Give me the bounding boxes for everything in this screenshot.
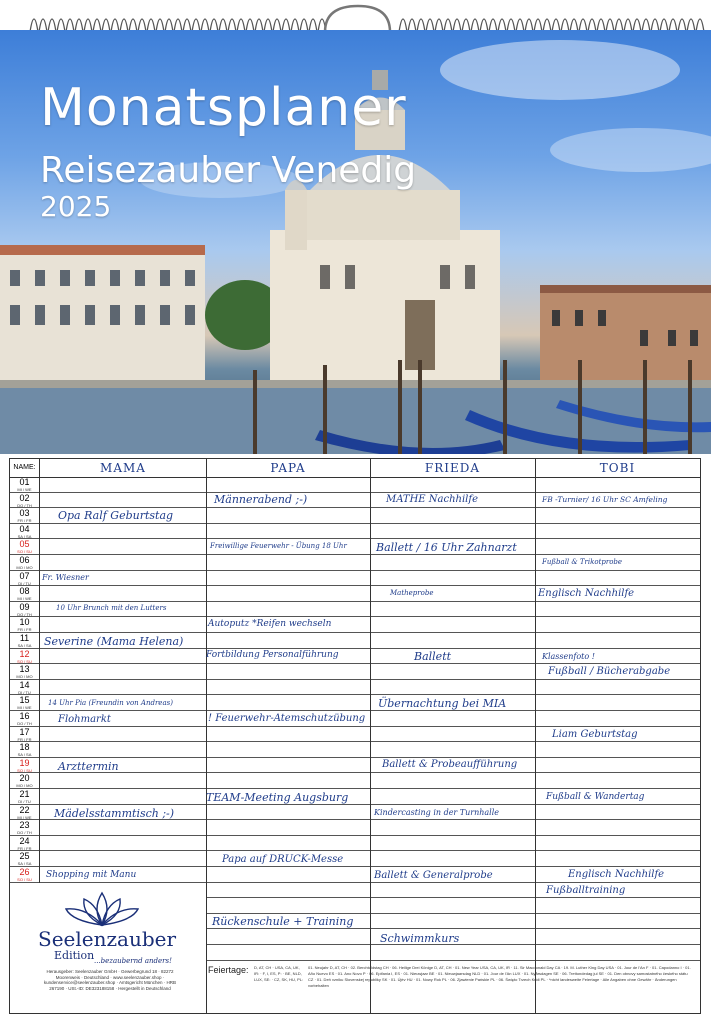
brand-name: Seelenzauber	[38, 927, 177, 951]
day-cell	[10, 539, 40, 555]
day-of-week: MI / WE	[17, 814, 32, 820]
day-row	[10, 820, 700, 836]
entry-frieda-15: Übernachtung bei MIA	[378, 697, 507, 710]
day-number: 22	[19, 804, 30, 815]
day-number: 18	[19, 742, 30, 753]
day-cell	[10, 805, 40, 821]
entry-mama-11: Severine (Mama Helena)	[44, 635, 184, 648]
day-number: 21	[19, 789, 30, 799]
entry-mama-07: Fr. Wiesner	[42, 573, 89, 582]
day-cell	[10, 711, 40, 727]
entry-mama-16: Flohmarkt	[58, 714, 111, 725]
day-number: 10	[19, 617, 30, 628]
day-row	[10, 773, 700, 789]
entry-mama-26: Shopping mit Manu	[46, 870, 137, 880]
day-cell	[10, 664, 40, 680]
name-label: NAME:	[10, 459, 40, 477]
day-cell	[10, 571, 40, 587]
day-row	[10, 851, 700, 867]
entry-frieda-02: MATHE Nachhilfe	[386, 494, 478, 505]
spiral-binding	[0, 0, 711, 34]
day-number: 06	[19, 555, 30, 565]
day-row	[10, 539, 700, 555]
entry-tobi-02: FB -Turnier/ 16 Uhr SC Amfeling	[542, 495, 668, 504]
entry-papa-10: Autoputz *Reifen wechseln	[208, 619, 332, 629]
holidays-list: 01. Neujahr D, AT, CH · 02. Berchtoldstag CH · 06. Heilige Drei Könige D, AT, CH · 01. New Year USA, CA, UK, IR · 11. Sir Macdonald Day CA · 19. M. Luther King Day USA · 01. Jour de l'An F · 01. Capodanno I · 01. Año Nuevo ES · 01. Ano Novo P · 06. Epifania I, ES · 01. Nieuwjaar BE · 01. Nieuwjaarsdag NLD · 01. Jour de l'An LUX · 01. Nyårsdagen SE · 06. Trettondedag jul SE · 01. Den obnovy samostatného českého státu CZ · 01. Deň vzniku Slovenskej republiky SK · 01. Újév HU · 01. Nowy Rok PL · 06. Zjawienie Pańskie PL · 06. Święto Trzech Króli PL · *nicht landesweite Feiertage · Alle Angaben ohne Gewähr · Änderungen vorbehalten	[308, 965, 691, 988]
day-number: 11	[19, 633, 30, 643]
entry-papa-25: Papa auf DRUCK-Messe	[222, 854, 344, 865]
entry-tobi-08: Englisch Nachhilfe	[538, 588, 635, 599]
entry-tobi-12: Klassenfoto !	[542, 652, 595, 661]
entry-frieda-19: Ballett & Probeaufführung	[382, 759, 518, 770]
entry-frieda-extra: Schwimmkurs	[380, 932, 460, 945]
day-number: 07	[19, 570, 30, 581]
entry-frieda-12: Ballett	[414, 650, 452, 663]
entry-tobi-26: Englisch Nachhilfe	[568, 869, 665, 880]
entry-frieda-26: Ballett & Generalprobe	[374, 870, 493, 881]
day-cell	[10, 477, 40, 493]
day-row	[10, 524, 700, 540]
day-row	[10, 742, 700, 758]
day-number: 26	[19, 867, 30, 877]
day-number: 08	[19, 586, 30, 597]
day-of-week: SO / SU	[17, 658, 32, 664]
day-of-week: DO / TH	[17, 502, 32, 508]
day-number: 04	[19, 523, 30, 534]
day-row	[10, 649, 700, 665]
lotus-logo-icon	[62, 891, 142, 927]
entry-tobi-17: Liam Geburtstag	[552, 729, 638, 740]
day-of-week: DI / TU	[18, 689, 31, 695]
calendar-year: 2025	[40, 190, 112, 223]
day-row	[10, 680, 700, 696]
day-of-week: MO / MO	[16, 674, 33, 680]
day-of-week: FR / FR	[17, 845, 32, 851]
entry-mama-22: Mädelsstammtisch ;-)	[54, 807, 175, 820]
entry-papa-12: Fortbildung Personalführung	[206, 650, 339, 660]
day-cell	[10, 695, 40, 711]
day-of-week: FR / FR	[17, 627, 32, 633]
brand-tagline: ...bezaubernd anders!	[94, 957, 172, 965]
day-of-week: FR / FR	[17, 736, 32, 742]
day-cell	[10, 493, 40, 509]
column-header-frieda: FRIEDA	[424, 461, 481, 475]
day-number: 15	[19, 695, 30, 706]
day-cell	[10, 867, 40, 883]
entry-papa-21: TEAM-Meeting Augsburg	[206, 791, 349, 804]
planner-grid	[9, 458, 701, 1014]
day-cell	[10, 742, 40, 758]
day-cell	[10, 680, 40, 696]
day-of-week: MO / MO	[16, 783, 33, 789]
entry-tobi-extra: Fußballtraining	[546, 885, 626, 896]
entry-mama-19: Arzttermin	[58, 760, 119, 773]
day-of-week: FR / FR	[17, 518, 32, 524]
day-of-week: SA / SA	[17, 533, 32, 539]
day-of-week: SA / SA	[17, 861, 32, 867]
cover-photo	[0, 30, 711, 454]
holidays-label: Feiertage:	[208, 965, 249, 975]
day-of-week: SO / SU	[17, 767, 32, 773]
day-number: 16	[19, 711, 30, 721]
day-of-week: SO / SU	[17, 877, 32, 882]
entry-mama-09: 10 Uhr Brunch mit den Lutters	[56, 604, 167, 612]
day-cell	[10, 789, 40, 805]
grid-header	[10, 459, 700, 478]
entry-tobi-21: Fußball & Wandertag	[546, 792, 645, 802]
day-number: 13	[19, 664, 30, 675]
entry-tobi-06: Fußball & Trikotprobe	[542, 558, 623, 566]
day-number: 17	[19, 726, 30, 737]
entry-frieda-05: Ballett / 16 Uhr Zahnarzt	[376, 541, 517, 554]
day-cell	[10, 555, 40, 571]
day-of-week: DO / TH	[17, 611, 32, 617]
day-cell	[10, 586, 40, 602]
day-of-week: SA / SA	[17, 643, 32, 648]
day-number: 05	[19, 539, 30, 550]
day-number: 02	[19, 492, 30, 503]
day-number: 20	[19, 773, 30, 784]
day-cell	[10, 508, 40, 524]
publisher-block	[10, 883, 207, 1013]
day-row	[10, 477, 700, 493]
column-header-papa: PAPA	[270, 461, 306, 475]
day-cell	[10, 758, 40, 774]
day-number: 01	[19, 477, 30, 487]
column-header-tobi: TOBI	[599, 461, 636, 475]
day-row	[10, 571, 700, 587]
entry-papa-05: Freiwillige Feuerwehr - Übung 18 Uhr	[210, 542, 347, 550]
day-of-week: SO / SU	[17, 549, 32, 555]
day-number: 24	[19, 835, 30, 846]
calendar-subtitle: Reisezauber Venedig	[40, 150, 417, 191]
day-cell	[10, 820, 40, 836]
day-number: 03	[19, 508, 30, 519]
holidays-country-codes: D, AT, CH · USA, CA, UK, IR: · F, I, ES, P: · BE, NLD, LUX, SE: · CZ, SK, HU, PL:	[254, 965, 304, 982]
day-cell	[10, 602, 40, 618]
day-of-week: MI / WE	[17, 705, 32, 711]
entry-papa-02: Männerabend ;-)	[214, 493, 308, 506]
entry-papa-16: ! Feuerwehr-Atemschutzübung	[208, 713, 366, 724]
day-number: 19	[19, 757, 30, 768]
column-header-mama: MAMA	[100, 461, 146, 475]
day-cell	[10, 633, 40, 649]
day-cell	[10, 524, 40, 540]
day-cell	[10, 836, 40, 852]
day-of-week: MI / WE	[17, 487, 32, 492]
day-row	[10, 836, 700, 852]
calendar-title: Monatsplaner	[40, 78, 407, 138]
entry-papa-extra: Rückenschule + Training	[212, 915, 354, 928]
day-cell	[10, 617, 40, 633]
entry-mama-15: 14 Uhr Pia (Freundin von Andreas)	[48, 699, 173, 707]
publisher-imprint: Herausgeber: Seelenzauber GmbH · Gewerbegrund 18 · 82272 Moorenweis · Deutschland · www.seelenzauber.shop · kundenservice@seelenzauber.shop · Amtsgericht München · HRB 267190 · USt.-ID: DE323188158 · Hergestellt in Deutschland	[43, 969, 177, 991]
day-of-week: MI / WE	[17, 596, 32, 602]
day-of-week: DI / TU	[18, 580, 31, 586]
day-cell	[10, 649, 40, 665]
hanger-hook	[325, 6, 390, 32]
day-number: 25	[19, 851, 30, 862]
day-of-week: DO / TH	[17, 830, 32, 836]
day-row	[10, 617, 700, 633]
day-number: 12	[19, 648, 30, 659]
day-of-week: DI / TU	[18, 799, 31, 804]
brand-edition: Edition	[54, 949, 95, 962]
entry-frieda-08: Matheprobe	[390, 589, 434, 597]
entry-frieda-22: Kindercasting in der Turnhalle	[374, 808, 500, 817]
day-of-week: MO / MO	[16, 565, 33, 570]
grid-footer	[10, 883, 700, 1015]
day-of-week: DO / TH	[17, 721, 32, 726]
entry-tobi-13: Fußball / Bücherabgabe	[548, 666, 671, 677]
day-cell	[10, 851, 40, 867]
day-cell	[10, 773, 40, 789]
entry-mama-03: Opa Ralf Geburtstag	[58, 509, 174, 522]
day-number: 09	[19, 601, 30, 612]
day-of-week: SA / SA	[17, 752, 32, 758]
day-number: 14	[19, 679, 30, 690]
day-cell	[10, 727, 40, 743]
day-number: 23	[19, 820, 30, 831]
